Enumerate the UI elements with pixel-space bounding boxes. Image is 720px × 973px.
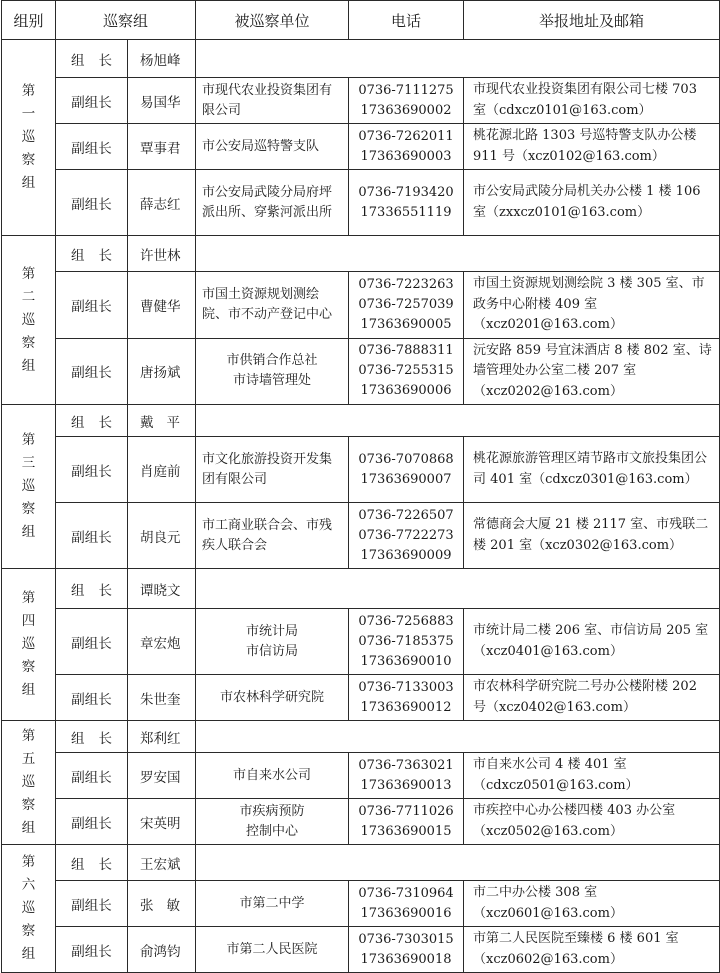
phone-cell: 0736-7223263 0736-7257039 17363690005 <box>349 272 464 339</box>
unit-cell: 市第二人民医院 <box>196 927 349 973</box>
deputy-name: 俞鸿钧 <box>128 927 196 973</box>
unit-cell: 市统计局 市信访局 <box>196 609 349 675</box>
unit-cell: 市现代农业投资集团有限公司 <box>196 78 349 124</box>
role-leader: 组长 <box>56 236 128 272</box>
table-row <box>2 845 720 881</box>
phone-cell: 0736-7070868 17363690007 <box>349 437 464 503</box>
unit-cell: 市文化旅游投资开发集团有限公司 <box>196 437 349 503</box>
phone-cell: 0736-7310964 17363690016 <box>349 881 464 927</box>
unit-cell: 市工商业联合会、市残疾人联合会 <box>196 503 349 569</box>
leader-name: 许世林 <box>128 236 196 272</box>
address-cell: 市疾控中心办公楼四楼 403 办公室（xcz0502@163.com） <box>464 799 720 845</box>
role-deputy: 副组长 <box>56 753 128 799</box>
table-row <box>2 675 720 721</box>
blank-cell <box>196 721 720 753</box>
deputy-name: 朱世奎 <box>128 675 196 721</box>
phone-cell: 0736-7111275 17363690002 <box>349 78 464 124</box>
role-deputy: 副组长 <box>56 170 128 236</box>
role-deputy: 副组长 <box>56 272 128 339</box>
role-deputy: 副组长 <box>56 124 128 170</box>
blank-cell <box>196 569 720 609</box>
deputy-name: 易国华 <box>128 78 196 124</box>
role-deputy: 副组长 <box>56 881 128 927</box>
phone-cell: 0736-7256883 0736-7185375 17363690010 <box>349 609 464 675</box>
phone-cell: 0736-7303015 17363690018 <box>349 927 464 973</box>
unit-cell: 市第二中学 <box>196 881 349 927</box>
group-name-cell <box>2 569 56 721</box>
leader-name: 谭晓文 <box>128 569 196 609</box>
address-cell: 市国土资源规划测绘院 3 楼 305 室、市政务中心附楼 409 室（xcz0201@163.com） <box>464 272 720 339</box>
table-row <box>2 272 720 339</box>
table-row <box>2 338 720 405</box>
deputy-name: 覃事君 <box>128 124 196 170</box>
role-deputy: 副组长 <box>56 338 128 405</box>
role-deputy: 副组长 <box>56 927 128 973</box>
header-inspection-group: 巡察组 <box>56 1 196 40</box>
table-row <box>2 799 720 845</box>
role-leader: 组长 <box>56 405 128 437</box>
blank-cell <box>196 40 720 78</box>
unit-cell: 市供销合作总社 市诗墙管理处 <box>196 338 349 405</box>
address-cell: 市二中办公楼 308 室（xcz0601@163.com） <box>464 881 720 927</box>
address-cell: 市公安局武陵分局机关办公楼 1 楼 106 室（zxxcz0101@163.com） <box>464 170 720 236</box>
deputy-name: 肖庭前 <box>128 437 196 503</box>
group-name: 第 一 巡 察 组 <box>21 83 36 191</box>
table-row <box>2 927 720 973</box>
role-leader: 组长 <box>56 845 128 881</box>
deputy-name: 曹健华 <box>128 272 196 339</box>
table-row <box>2 236 720 272</box>
table-row <box>2 753 720 799</box>
deputy-name: 章宏炮 <box>128 609 196 675</box>
phone-cell: 0736-7193420 17336551119 <box>349 170 464 236</box>
group-name: 第 六 巡 察 组 <box>21 854 36 962</box>
role-deputy: 副组长 <box>56 78 128 124</box>
leader-name: 郑利红 <box>128 721 196 753</box>
address-cell: 市农林科学研究院二号办公楼附楼 202 号（xcz0402@163.com） <box>464 675 720 721</box>
blank-cell <box>196 845 720 881</box>
group-name: 第 二 巡 察 组 <box>21 265 36 374</box>
table-row <box>2 569 720 609</box>
phone-cell: 0736-7711026 17363690015 <box>349 799 464 845</box>
phone-cell: 0736-7888311 0736-7255315 17363690006 <box>349 338 464 405</box>
phone-cell: 0736-7133003 17363690012 <box>349 675 464 721</box>
unit-cell: 市国土资源规划测绘院、市不动产登记中心 <box>196 272 349 339</box>
address-cell: 桃花源旅游管理区靖节路市文旅投集团公司 401 室（cdxcz0301@163.com） <box>464 437 720 503</box>
address-cell: 市现代农业投资集团有限公司七楼 703 室（cdxcz0101@163.com） <box>464 78 720 124</box>
role-leader: 组长 <box>56 721 128 753</box>
group-name-cell <box>2 236 56 405</box>
group-name-cell <box>2 721 56 845</box>
role-leader: 组长 <box>56 569 128 609</box>
phone-cell: 0736-7363021 17363690013 <box>349 753 464 799</box>
group-name-cell <box>2 405 56 569</box>
table-row <box>2 124 720 170</box>
deputy-name: 宋英明 <box>128 799 196 845</box>
address-cell: 桃花源北路 1303 号巡特警支队办公楼 911 号（xcz0102@163.com） <box>464 124 720 170</box>
deputy-name: 唐扬斌 <box>128 338 196 405</box>
blank-cell <box>196 405 720 437</box>
group-name: 第 三 巡 察 组 <box>21 432 36 540</box>
address-cell: 市自来水公司 4 楼 401 室（cdxcz0501@163.com） <box>464 753 720 799</box>
role-deputy: 副组长 <box>56 437 128 503</box>
unit-cell: 市农林科学研究院 <box>196 675 349 721</box>
address-cell: 市统计局二楼 206 室、市信访局 205 室（xcz0401@163.com） <box>464 609 720 675</box>
unit-cell: 市公安局武陵分局府坪派出所、穿紫河派出所 <box>196 170 349 236</box>
group-name-cell <box>2 845 56 973</box>
header-row <box>2 1 720 40</box>
deputy-name: 薛志红 <box>128 170 196 236</box>
address-cell: 常德商会大厦 21 楼 2117 室、市残联二楼 201 室（xcz0302@163.com） <box>464 503 720 569</box>
group-name: 第 四 巡 察 组 <box>21 590 36 698</box>
role-leader: 组长 <box>56 40 128 78</box>
deputy-name: 张敏 <box>128 881 196 927</box>
header-unit: 被巡察单位 <box>196 1 349 40</box>
table-row <box>2 437 720 503</box>
group-name-cell <box>2 40 56 236</box>
table-row <box>2 609 720 675</box>
unit-cell: 市疾病预防 控制中心 <box>196 799 349 845</box>
unit-cell: 市公安局巡特警支队 <box>196 124 349 170</box>
table-row <box>2 78 720 124</box>
role-deputy: 副组长 <box>56 609 128 675</box>
role-deputy: 副组长 <box>56 675 128 721</box>
header-group: 组别 <box>2 1 56 40</box>
unit-cell: 市自来水公司 <box>196 753 349 799</box>
deputy-name: 罗安国 <box>128 753 196 799</box>
role-deputy: 副组长 <box>56 503 128 569</box>
table-row <box>2 405 720 437</box>
deputy-name: 胡良元 <box>128 503 196 569</box>
leader-name: 杨旭峰 <box>128 40 196 78</box>
table-row <box>2 40 720 78</box>
table-row <box>2 503 720 569</box>
address-cell: 沅安路 859 号宜沫酒店 8 楼 802 室、诗墙管理处办公室二楼 207 室（xcz0202@163.com） <box>464 338 720 405</box>
inspection-table <box>1 0 720 973</box>
blank-cell <box>196 236 720 272</box>
address-cell: 市第二人民医院至臻楼 6 楼 601 室（xcz0602@163.com） <box>464 927 720 973</box>
role-deputy: 副组长 <box>56 799 128 845</box>
header-address: 举报地址及邮箱 <box>464 1 720 40</box>
phone-cell: 0736-7262011 17363690003 <box>349 124 464 170</box>
table-row <box>2 881 720 927</box>
table-row <box>2 721 720 753</box>
header-phone: 电话 <box>349 1 464 40</box>
leader-name: 戴平 <box>128 405 196 437</box>
group-name: 第 五 巡 察 组 <box>21 728 36 836</box>
table-row <box>2 170 720 236</box>
phone-cell: 0736-7226507 0736-7722273 17363690009 <box>349 503 464 569</box>
leader-name: 王宏斌 <box>128 845 196 881</box>
